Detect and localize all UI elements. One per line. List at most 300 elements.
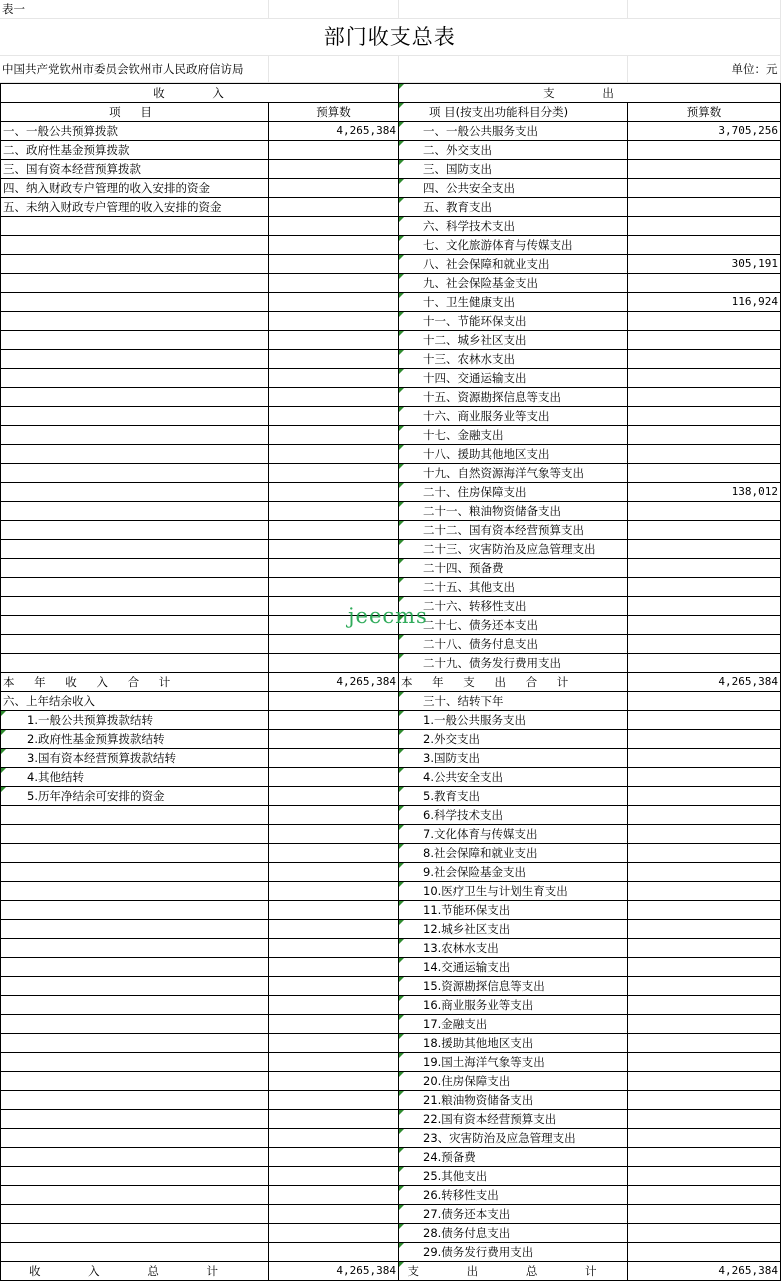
income-item[interactable] xyxy=(1,635,269,654)
income-item[interactable] xyxy=(1,236,269,255)
income-value[interactable] xyxy=(269,711,399,730)
expense-item[interactable]: 18.援助其他地区支出 xyxy=(399,1034,628,1053)
expense-value[interactable] xyxy=(628,369,781,388)
expense-item[interactable]: 13.农林水支出 xyxy=(399,939,628,958)
income-value[interactable] xyxy=(269,730,399,749)
expense-item[interactable]: 12.城乡社区支出 xyxy=(399,920,628,939)
income-item[interactable] xyxy=(1,1186,269,1205)
expense-value[interactable] xyxy=(628,730,781,749)
expense-value[interactable] xyxy=(628,426,781,445)
income-value[interactable] xyxy=(269,141,399,160)
expense-value[interactable] xyxy=(628,958,781,977)
income-value[interactable] xyxy=(269,483,399,502)
expense-value[interactable] xyxy=(628,236,781,255)
income-item[interactable] xyxy=(1,1224,269,1243)
expense-value[interactable] xyxy=(628,217,781,236)
income-total-label[interactable]: 收 入 总 计 xyxy=(1,1262,269,1281)
income-value[interactable] xyxy=(269,521,399,540)
expense-value[interactable] xyxy=(628,559,781,578)
expense-item[interactable]: 二十二、国有资本经营预算支出 xyxy=(399,521,628,540)
income-item[interactable] xyxy=(1,502,269,521)
income-value[interactable] xyxy=(269,1072,399,1091)
page-title[interactable]: 部门收支总表 xyxy=(0,19,780,56)
expense-item[interactable]: 27.债务还本支出 xyxy=(399,1205,628,1224)
table-row xyxy=(1,749,781,768)
income-value[interactable] xyxy=(269,464,399,483)
income-item[interactable] xyxy=(1,939,269,958)
expense-value[interactable] xyxy=(628,844,781,863)
income-value[interactable] xyxy=(269,559,399,578)
expense-value[interactable] xyxy=(628,350,781,369)
expense-item[interactable]: 24.预备费 xyxy=(399,1148,628,1167)
header-table xyxy=(0,0,781,83)
income-value[interactable] xyxy=(269,1129,399,1148)
expense-item[interactable]: 一、一般公共服务支出 xyxy=(399,122,628,141)
expense-item[interactable]: 25.其他支出 xyxy=(399,1167,628,1186)
income-item[interactable] xyxy=(1,654,269,673)
income-item[interactable] xyxy=(1,825,269,844)
income-item[interactable] xyxy=(1,1091,269,1110)
expense-total-label[interactable]: 支 出 总 计 xyxy=(399,1262,628,1281)
income-value[interactable] xyxy=(269,1015,399,1034)
expense-value[interactable] xyxy=(628,768,781,787)
income-value[interactable] xyxy=(269,1053,399,1072)
income-item[interactable] xyxy=(1,578,269,597)
expense-value[interactable] xyxy=(628,407,781,426)
income-value[interactable] xyxy=(269,236,399,255)
table-row xyxy=(1,426,781,445)
expense-value[interactable] xyxy=(628,1110,781,1129)
income-item[interactable]: 二、政府性基金预算拨款 xyxy=(1,141,269,160)
table-row xyxy=(1,464,781,483)
table-row xyxy=(1,787,781,806)
table-row xyxy=(1,882,781,901)
table-row xyxy=(1,863,781,882)
income-value[interactable] xyxy=(269,274,399,293)
expense-item[interactable]: 二十九、债务发行费用支出 xyxy=(399,654,628,673)
expense-value[interactable] xyxy=(628,1224,781,1243)
expense-item[interactable]: 二十六、转移性支出 xyxy=(399,597,628,616)
expense-item[interactable]: 4.公共安全支出 xyxy=(399,768,628,787)
income-value[interactable] xyxy=(269,293,399,312)
expense-value[interactable] xyxy=(628,1186,781,1205)
income-item[interactable] xyxy=(1,616,269,635)
table-row xyxy=(1,1205,781,1224)
income-item[interactable] xyxy=(1,1167,269,1186)
table-row xyxy=(1,692,781,711)
expense-item[interactable]: 6.科学技术支出 xyxy=(399,806,628,825)
income-value[interactable] xyxy=(269,540,399,559)
income-value[interactable] xyxy=(269,331,399,350)
income-value[interactable] xyxy=(269,426,399,445)
expense-value[interactable] xyxy=(628,882,781,901)
expense-value[interactable] xyxy=(628,1015,781,1034)
expense-item[interactable]: 二、外交支出 xyxy=(399,141,628,160)
income-value[interactable] xyxy=(269,958,399,977)
expense-item[interactable]: 二十八、债务付息支出 xyxy=(399,635,628,654)
expense-value[interactable] xyxy=(628,825,781,844)
expense-value[interactable] xyxy=(628,654,781,673)
expense-value[interactable] xyxy=(628,1205,781,1224)
table-row xyxy=(1,559,781,578)
table-row xyxy=(1,274,781,293)
expense-item[interactable]: 十五、资源勘探信息等支出 xyxy=(399,388,628,407)
income-value[interactable] xyxy=(269,996,399,1015)
expense-item[interactable]: 17.金融支出 xyxy=(399,1015,628,1034)
expense-value[interactable] xyxy=(628,787,781,806)
expense-item[interactable]: 八、社会保障和就业支出 xyxy=(399,255,628,274)
income-item[interactable]: 3.国有资本经营预算拨款结转 xyxy=(1,749,269,768)
income-budget-header[interactable]: 预算数 xyxy=(269,103,399,122)
expense-value[interactable]: 4,265,384 xyxy=(628,673,781,692)
org-name[interactable]: 中国共产党钦州市委员会钦州市人民政府信访局 xyxy=(0,56,268,83)
expense-value[interactable] xyxy=(628,977,781,996)
income-item[interactable] xyxy=(1,1243,269,1262)
income-item-header[interactable]: 项 目 xyxy=(1,103,269,122)
expense-value[interactable] xyxy=(628,597,781,616)
expense-value[interactable] xyxy=(628,502,781,521)
title-row xyxy=(0,19,780,56)
income-value[interactable] xyxy=(269,1186,399,1205)
expense-value[interactable] xyxy=(628,445,781,464)
table-row xyxy=(1,1148,781,1167)
table-row xyxy=(1,768,781,787)
income-value[interactable] xyxy=(269,160,399,179)
expense-value[interactable] xyxy=(628,540,781,559)
table-row xyxy=(1,635,781,654)
income-item[interactable]: 本 年 收 入 合 计 xyxy=(1,673,269,692)
income-item[interactable]: 四、纳入财政专户管理的收入安排的资金 xyxy=(1,179,269,198)
expense-value[interactable] xyxy=(628,1034,781,1053)
sheet-label[interactable]: 表一 xyxy=(0,0,268,19)
income-value[interactable] xyxy=(269,939,399,958)
table-row xyxy=(1,521,781,540)
table-row xyxy=(1,160,781,179)
income-item[interactable]: 五、未纳入财政专户管理的收入安排的资金 xyxy=(1,198,269,217)
expense-value[interactable] xyxy=(628,388,781,407)
income-value[interactable]: 4,265,384 xyxy=(269,122,399,141)
income-item[interactable] xyxy=(1,1205,269,1224)
expense-item[interactable]: 11.节能环保支出 xyxy=(399,901,628,920)
income-value[interactable] xyxy=(269,977,399,996)
income-value[interactable] xyxy=(269,1205,399,1224)
expense-item[interactable]: 二十五、其他支出 xyxy=(399,578,628,597)
income-value[interactable] xyxy=(269,654,399,673)
income-value[interactable] xyxy=(269,1167,399,1186)
expense-value[interactable] xyxy=(628,141,781,160)
income-item[interactable] xyxy=(1,920,269,939)
table-row xyxy=(1,407,781,426)
expense-item[interactable]: 19.国土海洋气象等支出 xyxy=(399,1053,628,1072)
expense-item[interactable]: 16.商业服务业等支出 xyxy=(399,996,628,1015)
expense-value[interactable]: 138,012 xyxy=(628,483,781,502)
expense-value[interactable] xyxy=(628,901,781,920)
income-value[interactable] xyxy=(269,863,399,882)
watermark: jeecms xyxy=(348,604,428,628)
table-row xyxy=(1,1015,781,1034)
income-item[interactable] xyxy=(1,369,269,388)
expense-item[interactable]: 二十三、灾害防治及应急管理支出 xyxy=(399,540,628,559)
income-value[interactable] xyxy=(269,1034,399,1053)
income-item[interactable] xyxy=(1,445,269,464)
expense-item[interactable]: 十二、城乡社区支出 xyxy=(399,331,628,350)
income-item[interactable] xyxy=(1,274,269,293)
income-item[interactable] xyxy=(1,521,269,540)
income-item[interactable] xyxy=(1,958,269,977)
income-item[interactable] xyxy=(1,806,269,825)
income-value[interactable] xyxy=(269,882,399,901)
expense-value[interactable] xyxy=(628,1167,781,1186)
income-value[interactable] xyxy=(269,502,399,521)
grand-total-row xyxy=(1,1262,781,1281)
expense-value[interactable]: 305,191 xyxy=(628,255,781,274)
income-value[interactable] xyxy=(269,445,399,464)
table-row xyxy=(1,255,781,274)
table-row xyxy=(1,673,781,692)
expense-value[interactable] xyxy=(628,996,781,1015)
income-item[interactable] xyxy=(1,1015,269,1034)
income-item[interactable] xyxy=(1,901,269,920)
expense-item[interactable]: 二十七、债务还本支出 xyxy=(399,616,628,635)
income-value[interactable] xyxy=(269,388,399,407)
expense-item[interactable]: 七、文化旅游体育与传媒支出 xyxy=(399,236,628,255)
income-item[interactable] xyxy=(1,559,269,578)
income-value[interactable] xyxy=(269,787,399,806)
table-row xyxy=(1,369,781,388)
expense-value[interactable]: 116,924 xyxy=(628,293,781,312)
income-item[interactable] xyxy=(1,540,269,559)
income-value[interactable] xyxy=(269,1091,399,1110)
expense-value[interactable] xyxy=(628,920,781,939)
expense-value[interactable] xyxy=(628,464,781,483)
income-item[interactable] xyxy=(1,388,269,407)
income-item[interactable] xyxy=(1,350,269,369)
expense-item[interactable]: 15.资源勘探信息等支出 xyxy=(399,977,628,996)
expense-item[interactable]: 22.国有资本经营预算支出 xyxy=(399,1110,628,1129)
expense-item[interactable]: 29.债务发行费用支出 xyxy=(399,1243,628,1262)
expense-item-header[interactable]: 项 目(按支出功能科目分类) xyxy=(399,103,628,122)
income-item[interactable] xyxy=(1,1072,269,1091)
expense-item[interactable]: 3.国防支出 xyxy=(399,749,628,768)
table-row xyxy=(1,1091,781,1110)
expense-item[interactable]: 2.外交支出 xyxy=(399,730,628,749)
expense-item[interactable]: 六、科学技术支出 xyxy=(399,217,628,236)
income-value[interactable] xyxy=(269,806,399,825)
expense-item[interactable]: 二十、住房保障支出 xyxy=(399,483,628,502)
table-row xyxy=(1,445,781,464)
expense-value[interactable] xyxy=(628,198,781,217)
expense-value[interactable] xyxy=(628,1129,781,1148)
expense-item[interactable]: 十八、援助其他地区支出 xyxy=(399,445,628,464)
income-item[interactable] xyxy=(1,882,269,901)
expense-budget-header[interactable]: 预算数 xyxy=(628,103,781,122)
income-item[interactable] xyxy=(1,1053,269,1072)
unit-label[interactable]: 单位：元 xyxy=(627,56,780,83)
income-value[interactable]: 4,265,384 xyxy=(269,673,399,692)
income-item[interactable]: 一、一般公共预算拨款 xyxy=(1,122,269,141)
expense-item[interactable]: 23、灾害防治及应急管理支出 xyxy=(399,1129,628,1148)
expense-value[interactable] xyxy=(628,806,781,825)
expense-value[interactable] xyxy=(628,521,781,540)
expense-value[interactable] xyxy=(628,312,781,331)
income-value[interactable] xyxy=(269,407,399,426)
table-row xyxy=(1,502,781,521)
expense-item[interactable]: 五、教育支出 xyxy=(399,198,628,217)
expense-item[interactable]: 14.交通运输支出 xyxy=(399,958,628,977)
table-row xyxy=(1,388,781,407)
expense-item[interactable]: 三、国防支出 xyxy=(399,160,628,179)
expense-value[interactable] xyxy=(628,578,781,597)
expense-value[interactable] xyxy=(628,749,781,768)
expense-item[interactable]: 二十一、粮油物资储备支出 xyxy=(399,502,628,521)
expense-value[interactable] xyxy=(628,1148,781,1167)
expense-item[interactable]: 26.转移性支出 xyxy=(399,1186,628,1205)
table-row xyxy=(1,939,781,958)
income-item[interactable] xyxy=(1,312,269,331)
income-item[interactable] xyxy=(1,996,269,1015)
income-item[interactable] xyxy=(1,217,269,236)
income-item[interactable]: 2.政府性基金预算拨款结转 xyxy=(1,730,269,749)
income-value[interactable] xyxy=(269,578,399,597)
expense-value[interactable] xyxy=(628,1072,781,1091)
table-row xyxy=(1,920,781,939)
table-row xyxy=(1,198,781,217)
income-value[interactable] xyxy=(269,1224,399,1243)
income-value[interactable] xyxy=(269,350,399,369)
expense-item[interactable]: 十九、自然资源海洋气象等支出 xyxy=(399,464,628,483)
expense-value[interactable] xyxy=(628,635,781,654)
table-row xyxy=(1,1053,781,1072)
expense-value[interactable] xyxy=(628,274,781,293)
income-value[interactable] xyxy=(269,749,399,768)
table-row xyxy=(1,806,781,825)
income-item[interactable] xyxy=(1,597,269,616)
expense-total-value[interactable]: 4,265,384 xyxy=(628,1262,781,1281)
expense-item[interactable]: 21.粮油物资储备支出 xyxy=(399,1091,628,1110)
column-header-row xyxy=(1,103,781,122)
expense-item[interactable]: 四、公共安全支出 xyxy=(399,179,628,198)
income-value[interactable] xyxy=(269,198,399,217)
income-item[interactable] xyxy=(1,844,269,863)
income-value[interactable] xyxy=(269,920,399,939)
table-row xyxy=(1,293,781,312)
income-item[interactable] xyxy=(1,407,269,426)
expense-value[interactable] xyxy=(628,331,781,350)
income-value[interactable] xyxy=(269,901,399,920)
income-value[interactable] xyxy=(269,369,399,388)
income-item[interactable] xyxy=(1,1148,269,1167)
expense-item[interactable]: 10.医疗卫生与计划生育支出 xyxy=(399,882,628,901)
income-total-value[interactable]: 4,265,384 xyxy=(269,1262,399,1281)
income-item[interactable] xyxy=(1,863,269,882)
expense-item[interactable]: 十六、商业服务业等支出 xyxy=(399,407,628,426)
income-item[interactable]: 三、国有资本经营预算拨款 xyxy=(1,160,269,179)
income-value[interactable] xyxy=(269,1148,399,1167)
table-row xyxy=(1,331,781,350)
expense-item[interactable]: 5.教育支出 xyxy=(399,787,628,806)
income-value[interactable] xyxy=(269,768,399,787)
expense-item[interactable]: 7.文化体育与传媒支出 xyxy=(399,825,628,844)
income-value[interactable] xyxy=(269,312,399,331)
income-item[interactable] xyxy=(1,977,269,996)
income-item[interactable] xyxy=(1,331,269,350)
income-value[interactable] xyxy=(269,255,399,274)
expense-item[interactable]: 九、社会保险基金支出 xyxy=(399,274,628,293)
table-row xyxy=(1,825,781,844)
expense-header[interactable]: 支 出 xyxy=(399,84,781,103)
table-row xyxy=(1,540,781,559)
expense-item[interactable]: 十七、金融支出 xyxy=(399,426,628,445)
income-value[interactable] xyxy=(269,692,399,711)
income-item[interactable]: 1.一般公共预算拨款结转 xyxy=(1,711,269,730)
expense-value[interactable] xyxy=(628,939,781,958)
income-item[interactable] xyxy=(1,293,269,312)
expense-item[interactable]: 三十、结转下年 xyxy=(399,692,628,711)
expense-value[interactable] xyxy=(628,160,781,179)
expense-value[interactable] xyxy=(628,1053,781,1072)
expense-item[interactable]: 9.社会保险基金支出 xyxy=(399,863,628,882)
expense-value[interactable] xyxy=(628,1243,781,1262)
expense-item[interactable]: 本 年 支 出 合 计 xyxy=(399,673,628,692)
income-item[interactable] xyxy=(1,464,269,483)
table-row xyxy=(1,141,781,160)
expense-item[interactable]: 28.债务付息支出 xyxy=(399,1224,628,1243)
table-row xyxy=(1,1034,781,1053)
expense-item[interactable]: 二十四、预备费 xyxy=(399,559,628,578)
table-body xyxy=(1,122,781,1262)
expense-item[interactable]: 十三、农林水支出 xyxy=(399,350,628,369)
expense-item[interactable]: 十四、交通运输支出 xyxy=(399,369,628,388)
income-item[interactable]: 5.历年净结余可安排的资金 xyxy=(1,787,269,806)
expense-value[interactable] xyxy=(628,711,781,730)
expense-item[interactable]: 1.一般公共服务支出 xyxy=(399,711,628,730)
expense-value[interactable] xyxy=(628,1091,781,1110)
table-row xyxy=(1,996,781,1015)
income-item[interactable] xyxy=(1,1110,269,1129)
income-item[interactable] xyxy=(1,1034,269,1053)
income-value[interactable] xyxy=(269,1110,399,1129)
expense-value[interactable]: 3,705,256 xyxy=(628,122,781,141)
table-row xyxy=(1,1186,781,1205)
income-item[interactable] xyxy=(1,1129,269,1148)
income-value[interactable] xyxy=(269,844,399,863)
table-row xyxy=(1,654,781,673)
expense-item[interactable]: 20.住房保障支出 xyxy=(399,1072,628,1091)
table-row xyxy=(1,1167,781,1186)
expense-item[interactable]: 十、卫生健康支出 xyxy=(399,293,628,312)
expense-value[interactable] xyxy=(628,179,781,198)
income-item[interactable]: 六、上年结余收入 xyxy=(1,692,269,711)
table-row xyxy=(1,1129,781,1148)
expense-value[interactable] xyxy=(628,863,781,882)
income-item[interactable] xyxy=(1,255,269,274)
expense-item[interactable]: 十一、节能环保支出 xyxy=(399,312,628,331)
expense-item[interactable]: 8.社会保障和就业支出 xyxy=(399,844,628,863)
income-item[interactable]: 4.其他结转 xyxy=(1,768,269,787)
table-row xyxy=(1,977,781,996)
expense-value[interactable] xyxy=(628,692,781,711)
income-item[interactable] xyxy=(1,483,269,502)
income-value[interactable] xyxy=(269,217,399,236)
expense-value[interactable] xyxy=(628,616,781,635)
income-value[interactable] xyxy=(269,825,399,844)
income-value[interactable] xyxy=(269,1243,399,1262)
income-item[interactable] xyxy=(1,426,269,445)
income-header[interactable]: 收 入 xyxy=(1,84,399,103)
income-value[interactable] xyxy=(269,635,399,654)
income-value[interactable] xyxy=(269,179,399,198)
table-row xyxy=(1,1110,781,1129)
